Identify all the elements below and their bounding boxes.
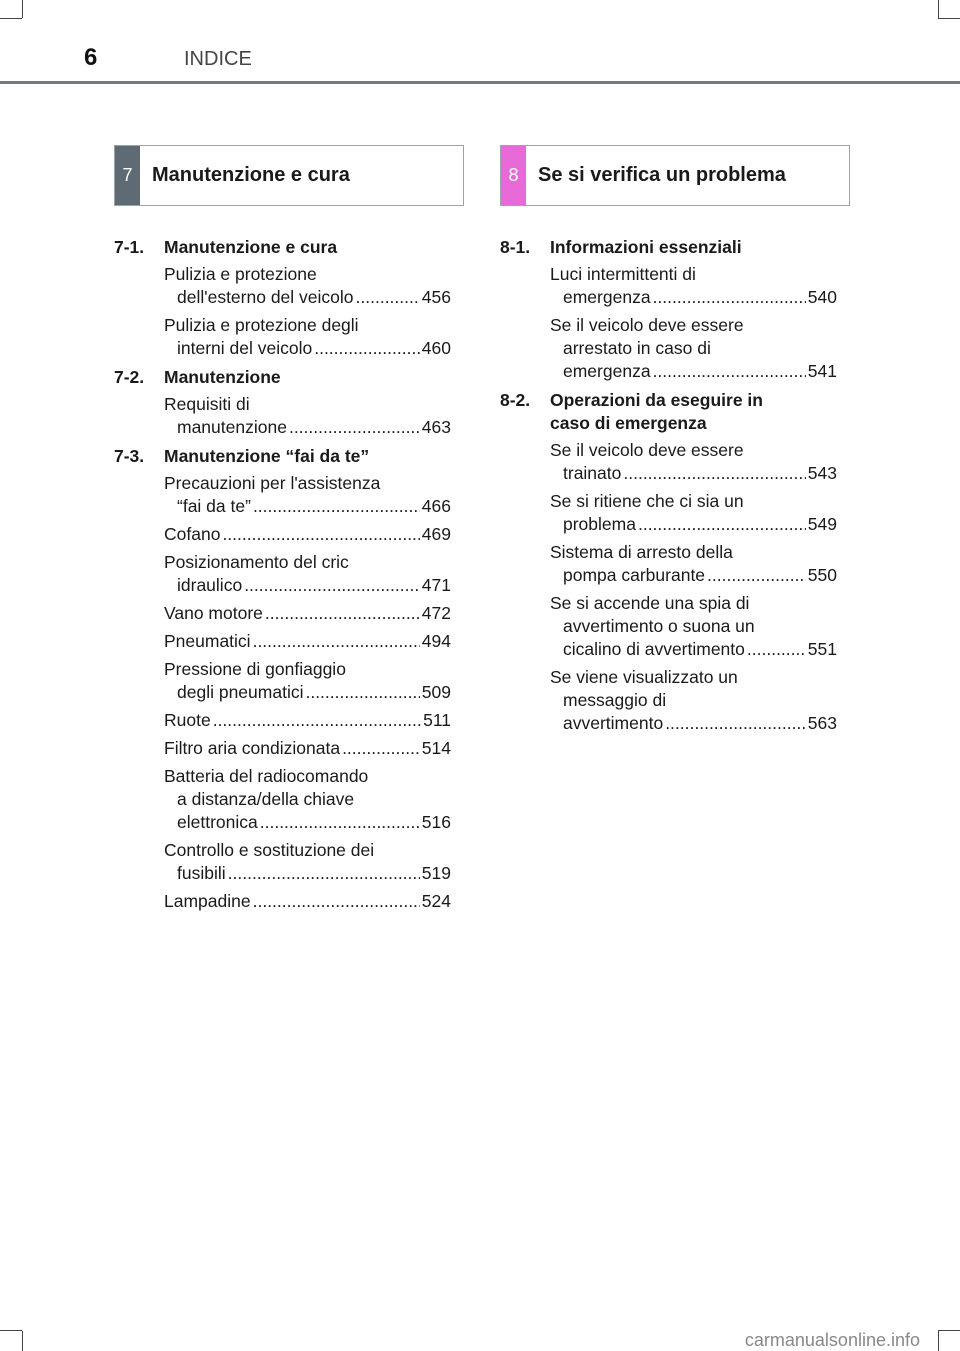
entry-line — [164, 263, 451, 286]
leader-dots — [314, 337, 420, 360]
toc-entry[interactable] — [164, 393, 451, 439]
toc-entry[interactable] — [550, 541, 837, 587]
entry-page-number[interactable]: 516 — [421, 812, 451, 832]
entry-page-number[interactable]: 563 — [807, 713, 837, 733]
entry-text: arrestato in caso di — [563, 338, 711, 358]
toc-entry[interactable] — [164, 765, 451, 834]
section-number: 8-1. — [500, 237, 531, 257]
toc-entry[interactable] — [164, 602, 451, 625]
entry-line — [164, 551, 451, 574]
entry-text: trainato — [563, 463, 622, 483]
toc-entry[interactable] — [550, 666, 837, 735]
entry-text: elettronica — [177, 812, 258, 832]
leader-dots — [228, 862, 420, 885]
crop-mark — [938, 1331, 939, 1351]
entry-text: interni del veicolo — [177, 338, 313, 358]
leader-dots — [342, 737, 420, 760]
leader-dots — [653, 360, 806, 383]
entry-line — [550, 689, 837, 712]
entry-page-number[interactable]: 519 — [421, 863, 451, 883]
leader-dots — [653, 286, 806, 309]
leader-dots — [213, 709, 421, 732]
toc-entry[interactable] — [550, 592, 837, 661]
toc-section-heading — [500, 389, 837, 435]
entry-line — [550, 615, 837, 638]
entry-text: Pneumatici — [164, 631, 251, 651]
entry-text: Filtro aria condizionata — [164, 738, 341, 758]
entry-line — [164, 472, 451, 495]
entry-line — [164, 416, 451, 439]
entry-text: problema — [563, 514, 636, 534]
entry-line — [550, 439, 837, 462]
leader-dots — [253, 890, 420, 913]
watermark: carmanualsonline.info — [744, 1330, 920, 1350]
entry-page-number[interactable]: 540 — [807, 287, 837, 307]
leader-dots — [707, 564, 806, 587]
entry-page-number[interactable]: 549 — [807, 514, 837, 534]
entry-text: pompa carburante — [563, 565, 706, 585]
entry-line — [164, 630, 451, 653]
chapter-number-7: 7 — [115, 146, 140, 205]
entry-line — [550, 490, 837, 513]
crop-mark — [0, 1330, 22, 1331]
entry-page-number[interactable]: 469 — [421, 524, 451, 544]
leader-dots — [260, 811, 420, 834]
section-title: Informazioni essenziali — [550, 237, 742, 257]
toc-entry[interactable] — [164, 890, 451, 913]
entry-text: degli pneumatici — [177, 682, 304, 702]
entry-text: manutenzione — [177, 417, 287, 437]
entry-line — [164, 788, 451, 811]
toc-entry[interactable] — [164, 709, 451, 732]
chapter-number-8: 8 — [501, 146, 526, 205]
entry-text: avvertimento o suona un — [563, 616, 755, 636]
entry-line — [550, 564, 837, 587]
entry-line — [164, 862, 451, 885]
entry-line — [550, 314, 837, 337]
entry-text: Pressione di gonfiaggio — [164, 659, 346, 679]
crop-mark — [22, 0, 23, 18]
entry-line — [550, 638, 837, 661]
toc-entry[interactable] — [550, 490, 837, 536]
leader-dots — [253, 495, 420, 518]
entry-text: emergenza — [563, 361, 651, 381]
entry-page-number[interactable]: 551 — [807, 639, 837, 659]
chapter-box-7 — [114, 145, 464, 206]
entry-page-number[interactable]: 543 — [807, 463, 837, 483]
entry-page-number[interactable]: 524 — [421, 891, 451, 911]
section-title: Operazioni da eseguire in caso di emergenza — [550, 390, 763, 433]
leader-dots — [265, 602, 420, 625]
leader-dots — [638, 513, 806, 536]
entry-text: Sistema di arresto della — [550, 542, 733, 562]
entry-page-number[interactable]: 456 — [421, 287, 451, 307]
section-number: 7-2. — [114, 367, 145, 387]
toc-entry[interactable] — [164, 551, 451, 597]
leader-dots — [289, 416, 420, 439]
entry-line — [550, 666, 837, 689]
toc-entry[interactable] — [550, 314, 837, 383]
toc-column-left — [114, 230, 451, 918]
entry-text: Pulizia e protezione — [164, 264, 317, 284]
entry-line — [164, 681, 451, 704]
section-number: 7-1. — [114, 237, 145, 257]
entry-text: a distanza/della chiave — [177, 789, 355, 809]
entry-text: Pulizia e protezione degli — [164, 315, 359, 335]
section-number: 7-3. — [114, 446, 145, 466]
page-number: 6 — [84, 44, 98, 71]
chapter-title-7: Manutenzione e cura — [152, 164, 350, 186]
entry-text: Vano motore — [164, 603, 263, 623]
entry-text: messaggio di — [563, 690, 667, 710]
toc-entry[interactable] — [164, 523, 451, 546]
entry-line — [164, 495, 451, 518]
toc-entry[interactable] — [164, 263, 451, 309]
entry-text: Precauzioni per l'assistenza — [164, 473, 381, 493]
entry-line — [164, 337, 451, 360]
entry-text: fusibili — [177, 863, 226, 883]
leader-dots — [356, 286, 420, 309]
leader-dots — [253, 630, 420, 653]
entry-page-number[interactable]: 472 — [421, 603, 451, 623]
entry-text: cicalino di avvertimento — [563, 639, 745, 659]
entry-text: emergenza — [563, 287, 651, 307]
entry-text: Se viene visualizzato un — [550, 667, 738, 687]
entry-line — [550, 541, 837, 564]
chapter-title-8: Se si verifica un problema — [538, 164, 786, 186]
entry-text: Requisiti di — [164, 394, 250, 414]
toc-entry[interactable] — [164, 839, 451, 885]
entry-line — [164, 737, 451, 760]
toc-entry[interactable] — [550, 439, 837, 485]
section-number: 8-2. — [500, 390, 531, 410]
entry-page-number[interactable]: 494 — [421, 631, 451, 651]
entry-text: Ruote — [164, 710, 211, 730]
crop-mark — [938, 0, 939, 18]
toc-section-heading — [114, 236, 451, 259]
page-title: INDICE — [184, 48, 252, 70]
entry-line — [550, 263, 837, 286]
toc-entry[interactable] — [164, 630, 451, 653]
entry-text: Se il veicolo deve essere — [550, 440, 744, 460]
leader-dots — [747, 638, 806, 661]
entry-line — [550, 360, 837, 383]
entry-line — [550, 592, 837, 615]
toc-entry[interactable] — [164, 658, 451, 704]
entry-line — [164, 286, 451, 309]
section-title: Manutenzione e cura — [164, 237, 338, 257]
entry-line — [550, 286, 837, 309]
entry-text: Se si ritiene che ci sia un — [550, 491, 744, 511]
entry-page-number[interactable]: 460 — [421, 338, 451, 358]
toc-section-heading — [114, 366, 451, 389]
toc-entry[interactable] — [164, 314, 451, 360]
crop-mark — [0, 18, 22, 19]
entry-page-number[interactable]: 463 — [421, 417, 451, 437]
toc-entry[interactable] — [164, 472, 451, 518]
entry-page-number[interactable]: 511 — [423, 710, 451, 730]
toc-entry[interactable] — [550, 263, 837, 309]
entry-text: Posizionamento del cric — [164, 552, 349, 572]
entry-text: Cofano — [164, 524, 221, 544]
entry-text: idraulico — [177, 575, 243, 595]
toc-section-heading — [500, 236, 837, 259]
leader-dots — [222, 523, 419, 546]
entry-page-number[interactable]: 509 — [421, 682, 451, 702]
entry-text: Lampadine — [164, 891, 251, 911]
entry-line — [550, 462, 837, 485]
crop-mark — [938, 1330, 960, 1331]
entry-page-number[interactable]: 541 — [807, 361, 837, 381]
crop-mark — [22, 1331, 23, 1351]
entry-line — [164, 523, 451, 546]
entry-page-number[interactable]: 514 — [421, 738, 451, 758]
crop-mark — [938, 18, 960, 19]
entry-text: Batteria del radiocomando — [164, 766, 369, 786]
entry-line — [164, 890, 451, 913]
entry-page-number[interactable]: 466 — [421, 496, 451, 516]
entry-page-number[interactable]: 550 — [807, 565, 837, 585]
entry-line — [164, 839, 451, 862]
entry-text: Se si accende una spia di — [550, 593, 750, 613]
leader-dots — [244, 574, 420, 597]
entry-line — [164, 602, 451, 625]
leader-dots — [623, 462, 805, 485]
entry-line — [164, 658, 451, 681]
entry-line — [550, 712, 837, 735]
entry-line — [550, 513, 837, 536]
entry-line — [164, 765, 451, 788]
entry-line — [550, 337, 837, 360]
chapter-box-8 — [500, 145, 850, 206]
entry-text: Controllo e sostituzione dei — [164, 840, 375, 860]
leader-dots — [305, 681, 419, 704]
toc-column-right — [500, 230, 837, 740]
entry-text: “fai da te” — [177, 496, 251, 516]
entry-line — [164, 393, 451, 416]
entry-text: dell'esterno del veicolo — [177, 287, 354, 307]
section-title: Manutenzione — [164, 367, 281, 387]
section-title: Manutenzione “fai da te” — [164, 446, 370, 466]
leader-dots — [665, 712, 806, 735]
entry-line — [164, 709, 451, 732]
entry-line — [164, 811, 451, 834]
entry-text: Se il veicolo deve essere — [550, 315, 744, 335]
toc-section-heading — [114, 445, 451, 468]
header-rule — [0, 81, 960, 84]
toc-entry[interactable] — [164, 737, 451, 760]
entry-page-number[interactable]: 471 — [421, 575, 451, 595]
entry-text: avvertimento — [563, 713, 664, 733]
entry-line — [164, 574, 451, 597]
entry-text: Luci intermittenti di — [550, 264, 696, 284]
entry-line — [164, 314, 451, 337]
